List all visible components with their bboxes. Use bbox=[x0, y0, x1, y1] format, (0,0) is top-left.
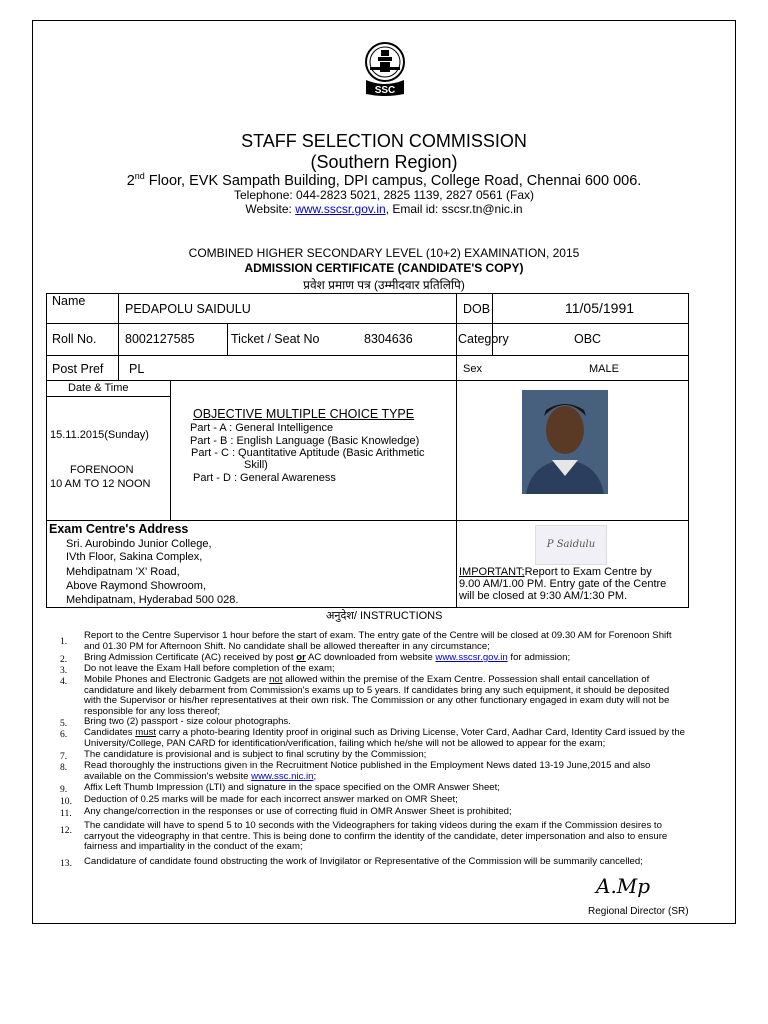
important-line-2: 9.00 AM/1.00 PM. Entry gate of the Centre bbox=[459, 578, 667, 590]
exam-time: 10 AM TO 12 NOON bbox=[50, 478, 151, 490]
ssc-website-link[interactable]: www.ssc.nic.in bbox=[251, 770, 314, 782]
instruction-12: The candidate will have to spend 5 to 10 seconds with the Videographers for taking videos during the exam if the Commission desires to carryout the videography in that centre. This is being done to confirm the identity of the candidate, deter impersonation and also to ensure fairness and impartiality in the conduct of the exam; bbox=[84, 820, 668, 853]
region-title: (Southern Region) bbox=[310, 152, 458, 172]
website-link-2[interactable]: www.sscsr.gov.in bbox=[435, 652, 508, 663]
director-signature: A.Mp bbox=[596, 874, 651, 898]
category-label: Category bbox=[458, 332, 509, 346]
centre-line-1: Sri. Aurobindo Junior College, bbox=[66, 538, 212, 550]
instruction-10: Deduction of 0.25 marks will be made for each incorrect answer marked on OMR Sheet; bbox=[84, 794, 458, 805]
org-address: 2nd Floor, EVK Sampath Building, DPI campus, College Road, Chennai 600 006. bbox=[126, 171, 642, 189]
svg-text:SSC: SSC bbox=[374, 85, 396, 96]
admission-title: ADMISSION CERTIFICATE (CANDIDATE'S COPY) bbox=[244, 261, 524, 275]
ticket-value: 8304636 bbox=[364, 332, 413, 346]
sex-label: Sex bbox=[463, 363, 482, 375]
website-line: Website: www.sscsr.gov.in, Email id: sscsr.tn@nic.in bbox=[245, 202, 523, 216]
important-line-3: will be closed at 9:30 AM/1:30 PM. bbox=[459, 590, 628, 602]
paper-type: OBJECTIVE MULTIPLE CHOICE TYPE bbox=[193, 407, 415, 421]
ticket-label: Ticket / Seat No bbox=[231, 332, 320, 346]
name-label: Name bbox=[52, 294, 86, 308]
post-label: Post Pref bbox=[52, 362, 104, 376]
instruction-1: Report to the Centre Supervisor 1 hour before the start of exam. The entry gate of the Centre will be closed at 09.30 AM for Forenoon Shift and 01.30 PM for Afternoon Shift. No candidate shall be allowed thereafter in any circumstance; bbox=[84, 630, 672, 652]
telephone: Telephone: 044-2823 5021, 2825 1139, 2827 0561 (Fax) bbox=[233, 188, 535, 202]
instruction-11: Any change/correction in the responses or use of correcting fluid in OMR Answer Sheet is prohibited; bbox=[84, 806, 512, 817]
datetime-label: Date & Time bbox=[68, 382, 129, 394]
centre-line-5: Mehdipatnam, Hyderabad 500 028. bbox=[66, 594, 239, 606]
centre-line-2: IVth Floor, Sakina Complex, bbox=[66, 551, 203, 563]
instruction-13: Candidature of candidate found obstructing the work of Invigilator or Representative of the Commission will be summarily cancelled; bbox=[84, 856, 643, 867]
exam-date: 15.11.2015(Sunday) bbox=[50, 429, 149, 441]
centre-label: Exam Centre's Address bbox=[49, 522, 189, 536]
exam-session: FORENOON bbox=[70, 464, 134, 476]
paper-part-c: Part - C : Quantitative Aptitude (Basic Arithmetic bbox=[191, 447, 425, 459]
instruction-9: Affix Left Thumb Impression (LTI) and signature in the space specified on the OMR Answer Sheet; bbox=[84, 782, 500, 793]
instruction-3: Do not leave the Exam Hall before completion of the exam; bbox=[84, 663, 335, 674]
dob-value: 11/05/1991 bbox=[565, 300, 635, 316]
exam-title: COMBINED HIGHER SECONDARY LEVEL (10+2) EXAMINATION, 2015 bbox=[188, 246, 580, 260]
candidate-name: PEDAPOLU SAIDULU bbox=[125, 302, 251, 316]
instruction-4: Mobile Phones and Electronic Gadgets are not allowed within the premise of the Exam Centre. Possession shall entail cancellation of candidature and likely debarment from Commission's exams up to 5 years. If candidates bring any such equipment, it should be deposited with the Supervisor or his/her representatives at their own risk. The Commission or any other functionary engaged in exam duty will not be responsible for any loss thereof; bbox=[84, 674, 670, 717]
ssc-logo bbox=[360, 40, 410, 98]
candidate-signature: P Saidulu bbox=[535, 525, 607, 565]
instructions-heading: अनुदेश/ INSTRUCTIONS bbox=[326, 610, 443, 622]
director-designation: Regional Director (SR) bbox=[588, 906, 689, 917]
category-value: OBC bbox=[574, 332, 602, 346]
paper-part-c-cont: Skill) bbox=[244, 459, 268, 471]
instruction-5: Bring two (2) passport - size colour photographs. bbox=[84, 716, 291, 727]
centre-line-4: Above Raymond Showroom, bbox=[66, 580, 207, 592]
candidate-photo bbox=[522, 390, 608, 494]
roll-label: Roll No. bbox=[52, 332, 97, 346]
paper-part-b: Part - B : English Language (Basic Knowledge) bbox=[190, 435, 420, 447]
instruction-2: Bring Admission Certificate (AC) received by post or AC downloaded from website www.sscsr.gov.in for admission; bbox=[84, 652, 571, 663]
org-title: STAFF SELECTION COMMISSION bbox=[241, 131, 527, 151]
admission-title-hindi: प्रवेश प्रमाण पत्र (उम्मीदवार प्रतिलिपि) bbox=[303, 278, 465, 292]
website-link[interactable]: www.sscsr.gov.in bbox=[295, 202, 386, 216]
important-line-1: IMPORTANT;Report to Exam Centre by bbox=[459, 566, 652, 578]
instruction-6: Candidates must carry a photo-bearing Identity proof in original such as Driving License, Voter Card, Aadhar Card, Identity Card issued by the University/College, PAN CARD for identification/verification, failing which he/she will not be allowed to appear for the exam; bbox=[84, 727, 686, 749]
roll-value: 8002127585 bbox=[125, 332, 195, 346]
centre-line-3: Mehdipatnam 'X' Road, bbox=[66, 566, 180, 578]
paper-part-d: Part - D : General Awareness bbox=[193, 472, 336, 484]
instruction-8: Read thoroughly the instructions given in the Recruitment Notice published in the Employment News dated 13-19 June,2015 and also available on the Commission's website www.ssc.nic.in; bbox=[84, 760, 651, 782]
dob-label: DOB bbox=[463, 302, 491, 316]
paper-part-a: Part - A : General Intelligence bbox=[190, 422, 334, 434]
instruction-7: The candidature is provisional and is subject to final scrutiny by the Commission; bbox=[84, 749, 427, 760]
sex-value: MALE bbox=[589, 363, 619, 375]
post-value: PL bbox=[129, 362, 145, 376]
